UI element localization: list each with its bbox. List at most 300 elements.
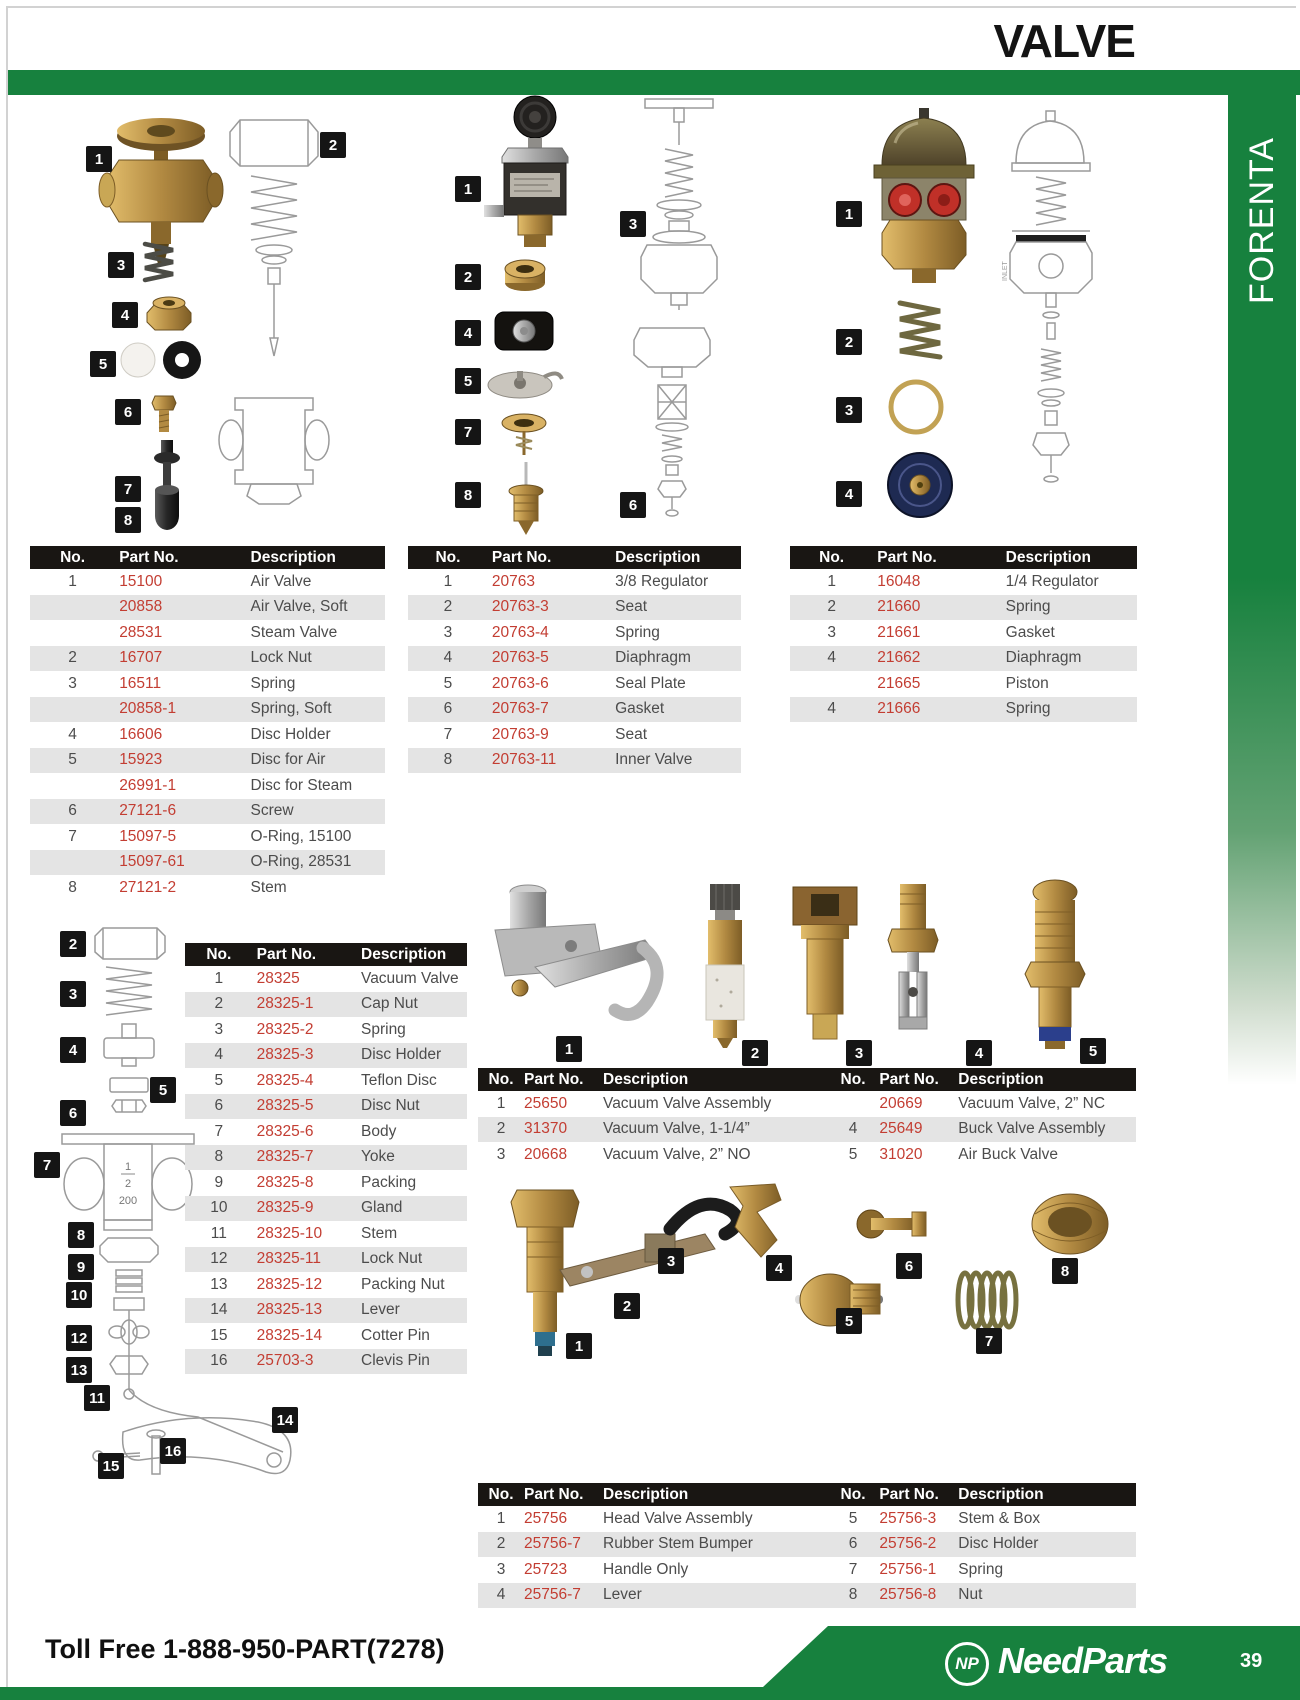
callout-12: 12 <box>66 1325 92 1351</box>
callout-1: 1 <box>556 1036 582 1062</box>
item-number: 1 <box>496 1094 506 1112</box>
disc-holder-shaft-photo <box>857 1210 926 1238</box>
table-header-row <box>30 546 385 569</box>
item-number: 7 <box>68 827 77 845</box>
item-number: 6 <box>68 802 77 820</box>
part-number: 28325-7 <box>256 1148 314 1166</box>
callout-5: 5 <box>90 351 116 377</box>
table-row <box>185 1323 467 1349</box>
part-description: Yoke <box>361 1148 395 1166</box>
part-description: Nut <box>958 1586 983 1604</box>
item-number: 1 <box>214 969 224 987</box>
part-description: Head Valve Assembly <box>603 1509 753 1527</box>
column-header: Description <box>603 1485 689 1503</box>
callout-7: 7 <box>115 476 141 502</box>
part-description: Disc Holder <box>361 1046 442 1064</box>
table-row <box>408 697 741 723</box>
table-row <box>408 620 741 646</box>
column-header: No. <box>60 548 86 566</box>
item-number: 8 <box>443 751 453 769</box>
item-number: 4 <box>496 1586 506 1604</box>
part-description: Air Valve, Soft <box>250 598 348 616</box>
table-row <box>30 722 385 748</box>
part-description: O-Ring, 15100 <box>250 827 352 845</box>
callout-16: 16 <box>160 1438 186 1464</box>
column-header: No. <box>840 1070 866 1088</box>
column-header: Part No. <box>524 1070 584 1088</box>
column-header: Description <box>615 548 701 566</box>
part-description: Gasket <box>1005 623 1055 641</box>
part-number: 28325-10 <box>256 1224 323 1242</box>
part-number: 28325-12 <box>256 1275 323 1293</box>
item-number: 7 <box>443 725 453 743</box>
part-number: 25723 <box>524 1560 568 1578</box>
item-number: 6 <box>848 1535 858 1553</box>
table-row <box>185 1094 467 1120</box>
callout-1: 1 <box>836 201 862 227</box>
item-number: 8 <box>214 1148 224 1166</box>
part-description: Gland <box>361 1199 403 1217</box>
part-number: 20763-5 <box>491 649 549 667</box>
table-row <box>790 569 1137 595</box>
table-row <box>408 595 741 621</box>
table-row <box>478 1506 1136 1532</box>
part-description: Spring <box>958 1560 1004 1578</box>
part-description: Seat <box>615 598 647 616</box>
column-header: Part No. <box>877 548 937 566</box>
item-number: 4 <box>827 700 836 718</box>
quarter-regulator-drawing <box>1002 111 1092 482</box>
item-number: 5 <box>214 1071 224 1089</box>
table-row <box>185 1298 467 1324</box>
part-description: Disc Holder <box>250 725 331 743</box>
part-number: 20668 <box>524 1145 568 1163</box>
callout-3: 3 <box>836 397 862 423</box>
part-number: 28325-3 <box>256 1046 314 1064</box>
callout-7: 7 <box>455 419 481 445</box>
callout-1: 1 <box>86 146 112 172</box>
table-row <box>478 1142 1136 1168</box>
part-number: 20763 <box>491 572 536 590</box>
part-number: 15097-61 <box>119 853 185 871</box>
callout-8: 8 <box>1052 1258 1078 1284</box>
part-number: 25703-3 <box>256 1352 314 1370</box>
part-number: 28325-11 <box>256 1250 322 1268</box>
inner-valve-photo <box>509 462 543 535</box>
part-number: 25650 <box>524 1094 568 1112</box>
item-number: 13 <box>210 1275 228 1293</box>
callout-8: 8 <box>115 507 141 533</box>
side-tab-label: FORENTA <box>1242 136 1281 304</box>
parts-table-head-valve <box>478 1483 1136 1608</box>
callout-5: 5 <box>1080 1038 1106 1064</box>
callout-3: 3 <box>658 1248 684 1274</box>
part-number: 25756-1 <box>879 1560 937 1578</box>
callout-14: 14 <box>272 1407 298 1433</box>
callout-10: 10 <box>66 1282 92 1308</box>
item-number: 4 <box>827 649 836 667</box>
part-description: 1/4 Regulator <box>1005 572 1099 590</box>
item-number: 12 <box>210 1250 228 1268</box>
column-header: Part No. <box>256 945 317 963</box>
table-row <box>30 646 385 672</box>
top-green-bar <box>8 70 1300 95</box>
part-number: 28325-5 <box>256 1097 314 1115</box>
part-number: 28325-4 <box>256 1071 314 1089</box>
part-number: 16048 <box>877 572 921 590</box>
callout-2: 2 <box>60 931 86 957</box>
part-description: Spring <box>1005 700 1051 718</box>
regulator-drawing-top <box>641 99 717 310</box>
part-description: Air Buck Valve <box>958 1145 1058 1163</box>
callout-5: 5 <box>150 1077 176 1103</box>
column-header: Description <box>603 1070 689 1088</box>
callout-5: 5 <box>836 1308 862 1334</box>
item-number: 6 <box>443 700 453 718</box>
item-number: 2 <box>443 598 453 616</box>
part-description: Disc Nut <box>361 1097 420 1115</box>
part-number: 25756-2 <box>879 1535 937 1553</box>
table-row <box>30 799 385 825</box>
part-number: 20858-1 <box>119 700 177 718</box>
part-description: Stem <box>250 878 287 896</box>
table-row <box>30 697 385 723</box>
callout-2: 2 <box>836 329 862 355</box>
item-number: 6 <box>214 1097 224 1115</box>
parts-table-vacuum-28325 <box>185 943 467 1374</box>
callout-2: 2 <box>455 264 481 290</box>
table-row <box>185 1349 467 1375</box>
table-row <box>30 773 385 799</box>
part-number: 21662 <box>877 649 921 667</box>
vacuum-valve-assembly-photo <box>495 885 657 1015</box>
item-number: 16 <box>210 1352 228 1370</box>
callout-3: 3 <box>60 981 86 1007</box>
column-header: Description <box>1005 548 1091 566</box>
diaphragm-photo <box>495 312 553 350</box>
table-row <box>478 1532 1136 1558</box>
part-number: 28531 <box>119 623 163 641</box>
item-number: 10 <box>210 1199 228 1217</box>
table-row <box>408 569 741 595</box>
column-header: Part No. <box>879 1070 939 1088</box>
item-number: 4 <box>443 649 453 667</box>
part-description: Disc Holder <box>958 1535 1039 1553</box>
head-valve-assembly-photo <box>511 1190 737 1356</box>
table-row <box>185 1043 467 1069</box>
callout-1: 1 <box>566 1333 592 1359</box>
part-number: 15923 <box>119 751 163 769</box>
part-description: Cap Nut <box>361 995 418 1013</box>
part-description: Rubber Stem Bumper <box>603 1535 753 1553</box>
table-row <box>185 1247 467 1273</box>
item-number: 11 <box>210 1224 227 1242</box>
part-number: 20858 <box>119 598 163 616</box>
air-valve-photo <box>99 118 223 264</box>
screw-photo <box>152 396 176 432</box>
side-tab-label-wrap <box>1228 136 1296 304</box>
part-number: 28325-14 <box>256 1326 323 1344</box>
callout-4: 4 <box>455 320 481 346</box>
callout-8: 8 <box>68 1222 94 1248</box>
item-number: 4 <box>214 1046 224 1064</box>
part-description: O-Ring, 28531 <box>250 853 352 871</box>
callout-6: 6 <box>60 1100 86 1126</box>
table-row <box>30 620 385 646</box>
part-number: 31370 <box>524 1120 568 1138</box>
part-description: Inner Valve <box>615 751 693 769</box>
part-number: 20763-6 <box>491 674 549 692</box>
vacuum-valve-2no-photo <box>793 887 857 1039</box>
item-number: 8 <box>848 1586 858 1604</box>
table-row <box>790 620 1137 646</box>
stem-photo <box>154 440 180 530</box>
part-number: 16606 <box>119 725 163 743</box>
table-header-row <box>790 546 1137 569</box>
part-number: 20763-4 <box>491 623 549 641</box>
buck-valve-assembly-photo <box>888 884 938 1029</box>
item-number: 2 <box>496 1535 506 1553</box>
callout-6: 6 <box>896 1253 922 1279</box>
column-header: Description <box>250 548 336 566</box>
callout-7: 7 <box>34 1152 60 1178</box>
inlet-label: INLET <box>1002 261 1009 281</box>
part-number: 28325-13 <box>256 1301 323 1319</box>
item-number: 2 <box>68 649 77 667</box>
part-number: 20763-9 <box>491 725 549 743</box>
regulator-drawing-bottom <box>634 328 710 516</box>
callout-3: 3 <box>846 1040 872 1066</box>
part-description: Vacuum Valve Assembly <box>603 1094 772 1112</box>
callout-7: 7 <box>976 1328 1002 1354</box>
part-description: Vacuum Valve, 2” NC <box>958 1094 1106 1112</box>
item-number: 2 <box>496 1120 506 1138</box>
part-description: Vacuum Valve, 1-1/4” <box>603 1120 750 1138</box>
part-description: Spring <box>250 674 296 692</box>
part-number: 16511 <box>119 674 162 692</box>
item-number: 4 <box>848 1120 858 1138</box>
part-number: 25756-3 <box>879 1509 937 1527</box>
callout-4: 4 <box>966 1040 992 1066</box>
table-row <box>408 646 741 672</box>
table-row <box>408 671 741 697</box>
part-description: Cotter Pin <box>361 1326 430 1344</box>
part-number: 26991-1 <box>119 776 177 794</box>
item-number: 8 <box>68 878 77 896</box>
part-description: Spring <box>361 1020 406 1038</box>
parts-table-regulator-14 <box>790 546 1137 722</box>
callout-3: 3 <box>620 211 646 237</box>
part-number: 16707 <box>119 649 163 667</box>
part-description: Buck Valve Assembly <box>958 1120 1106 1138</box>
gasket-photo <box>891 382 941 432</box>
part-number: 21660 <box>877 598 921 616</box>
callout-4: 4 <box>836 481 862 507</box>
part-description: Stem <box>361 1224 398 1242</box>
callout-6: 6 <box>115 399 141 425</box>
column-header: No. <box>206 945 232 963</box>
column-header: Part No. <box>119 548 179 566</box>
table-row <box>185 992 467 1018</box>
callout-15: 15 <box>98 1453 124 1479</box>
spring-photo <box>958 1273 1016 1327</box>
item-number: 3 <box>496 1145 506 1163</box>
part-number: 27121-6 <box>119 802 177 820</box>
regulator-38-diagram <box>440 93 740 548</box>
part-number: 15097-5 <box>119 827 177 845</box>
parts-table-regulator-38 <box>408 546 741 773</box>
table-row <box>30 671 385 697</box>
part-number: 21665 <box>877 674 921 692</box>
part-description: 3/8 Regulator <box>615 572 709 590</box>
part-description: Lock Nut <box>250 649 312 667</box>
part-description: Diaphragm <box>615 649 691 667</box>
part-description: Lock Nut <box>361 1250 423 1268</box>
part-number: 28325-2 <box>256 1020 314 1038</box>
item-number: 15 <box>210 1326 228 1344</box>
regulator-14-diagram <box>820 103 1150 548</box>
part-description: Spring <box>615 623 660 641</box>
callout-3: 3 <box>108 252 134 278</box>
part-description: Piston <box>1005 674 1049 692</box>
table-row <box>408 748 741 774</box>
table-row <box>790 595 1137 621</box>
column-header: No. <box>435 548 461 566</box>
part-number: 20763-7 <box>491 700 549 718</box>
callout-2: 2 <box>614 1293 640 1319</box>
table-row <box>185 1272 467 1298</box>
callout-2: 2 <box>742 1040 768 1066</box>
part-number: 25756-7 <box>524 1535 581 1553</box>
table-row <box>30 595 385 621</box>
head-valve-photo-row <box>475 1172 1135 1482</box>
part-description: Lever <box>603 1586 642 1604</box>
part-number: 31020 <box>879 1145 923 1163</box>
table-row <box>30 850 385 876</box>
column-header: No. <box>488 1070 514 1088</box>
table-row <box>790 646 1137 672</box>
part-description: Vacuum Valve <box>361 969 459 987</box>
table-row <box>790 697 1137 723</box>
nut-photo <box>1032 1194 1108 1254</box>
disc-and-oring-photo <box>121 341 201 379</box>
column-header: No. <box>819 548 845 566</box>
column-header: No. <box>840 1485 866 1503</box>
item-number: 5 <box>443 674 453 692</box>
column-header: Description <box>958 1485 1044 1503</box>
part-number: 28325 <box>256 969 300 987</box>
item-number: 3 <box>827 623 836 641</box>
part-description: Disc for Steam <box>250 776 353 794</box>
table-header-row <box>478 1068 1136 1091</box>
table-row <box>478 1557 1136 1583</box>
column-header: Description <box>361 945 447 963</box>
part-description: Handle Only <box>603 1560 689 1578</box>
body-size-denominator: 2 <box>124 1178 132 1190</box>
part-number: 25756-8 <box>879 1586 937 1604</box>
part-description: Vacuum Valve, 2” NO <box>603 1145 751 1163</box>
body-size-label: 200 <box>118 1195 138 1207</box>
table-row <box>30 748 385 774</box>
part-description: Lever <box>361 1301 400 1319</box>
column-header: Part No. <box>879 1485 939 1503</box>
table-row <box>790 671 1137 697</box>
seat2-photo <box>502 414 546 455</box>
table-header-row <box>408 546 741 569</box>
part-number: 25756 <box>524 1509 568 1527</box>
part-number: 15100 <box>119 572 163 590</box>
table-row <box>478 1117 1136 1143</box>
part-description: Clevis Pin <box>361 1352 430 1370</box>
column-header: No. <box>488 1485 514 1503</box>
item-number: 3 <box>68 674 77 692</box>
table-row <box>30 824 385 850</box>
table-row <box>185 1170 467 1196</box>
part-description: Screw <box>250 802 294 820</box>
item-number: 2 <box>827 598 836 616</box>
part-description: Stem & Box <box>958 1509 1041 1527</box>
part-number: 28325-1 <box>256 995 314 1013</box>
part-description: Teflon Disc <box>361 1071 437 1089</box>
part-description: Body <box>361 1122 397 1140</box>
toll-free-text: Toll Free 1-888-950-PART(7278) <box>45 1634 445 1664</box>
callout-4: 4 <box>60 1037 86 1063</box>
item-number: 7 <box>848 1560 858 1578</box>
page-number: 39 <box>1240 1650 1263 1672</box>
body-size-numerator: 1 <box>124 1161 132 1173</box>
needparts-logo-icon: NP <box>945 1642 989 1686</box>
air-buck-valve-photo <box>1025 880 1085 1049</box>
item-number: 4 <box>68 725 77 743</box>
table-row <box>185 1196 467 1222</box>
parts-table-air-valve <box>30 546 385 901</box>
part-description: Seat <box>615 725 647 743</box>
item-number: 5 <box>848 1145 858 1163</box>
part-description: Steam Valve <box>250 623 338 641</box>
part-number: 20763-11 <box>491 751 557 769</box>
table-row <box>185 1221 467 1247</box>
callout-6: 6 <box>620 492 646 518</box>
spring-photo <box>900 303 940 357</box>
regulator-photo <box>484 96 568 247</box>
callout-8: 8 <box>455 482 481 508</box>
part-description: Gasket <box>615 700 665 718</box>
callout-4: 4 <box>766 1255 792 1281</box>
part-number: 28325-8 <box>256 1173 314 1191</box>
quarter-regulator-photo <box>874 108 974 283</box>
column-header: Part No. <box>491 548 552 566</box>
brand-name: NeedParts <box>998 1640 1168 1681</box>
part-description: Disc for Air <box>250 751 326 769</box>
table-row <box>30 569 385 595</box>
part-description: Seal Plate <box>615 674 686 692</box>
table-row <box>408 722 741 748</box>
part-number: 28325-6 <box>256 1122 314 1140</box>
part-number: 21666 <box>877 700 921 718</box>
part-number: 25756-7 <box>524 1586 581 1604</box>
item-number: 2 <box>214 995 224 1013</box>
air-valve-drawing <box>219 120 329 504</box>
part-number: 21661 <box>877 623 921 641</box>
column-header: Description <box>958 1070 1044 1088</box>
part-description: Air Valve <box>250 572 312 590</box>
item-number: 3 <box>214 1020 224 1038</box>
part-number: 20763-3 <box>491 598 549 616</box>
table-row <box>185 966 467 992</box>
table-row <box>478 1091 1136 1117</box>
part-number: 20669 <box>879 1094 923 1112</box>
callout-4: 4 <box>112 302 138 328</box>
